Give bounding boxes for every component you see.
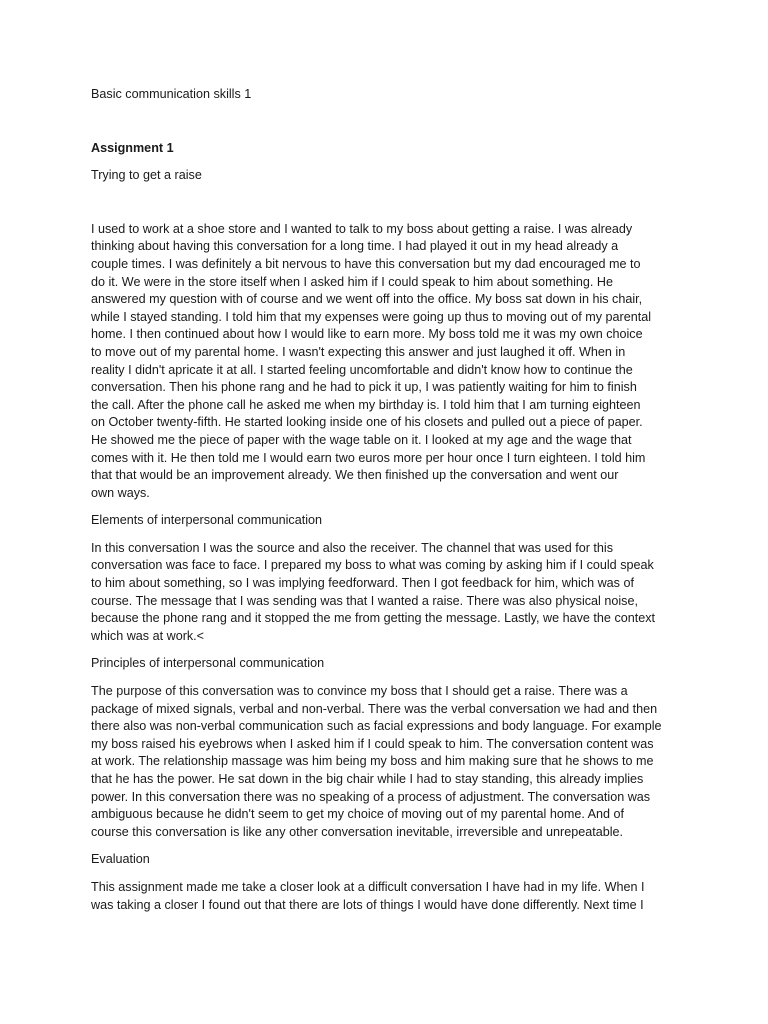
paragraph-line: was taking a closer I found out that there are lots of things I would have done differently. Next time I bbox=[91, 897, 644, 912]
evaluation-paragraph bbox=[91, 879, 681, 914]
paragraph-line: reality I didn't apricate it at all. I started feeling uncomfortable and didn't know how to continue the bbox=[91, 362, 633, 377]
paragraph-line: He showed me the piece of paper with the wage table on it. I looked at my age and the wage that bbox=[91, 432, 632, 447]
paragraph-line: course this conversation is like any other conversation inevitable, irreversible and unrepeatable. bbox=[91, 824, 624, 839]
heading-evaluation: Evaluation bbox=[91, 852, 150, 867]
paragraph-line: that that would be an improvement already. We then finished up the conversation and went our bbox=[91, 468, 619, 483]
paragraph-line: at work. The relationship massage was him being my boss and him making sure that he shows to me bbox=[91, 754, 654, 769]
paragraph-line: while I stayed standing. I told him that my expenses were going up thus to moving out of my parental bbox=[91, 309, 652, 324]
paragraph-line: which was at work.< bbox=[91, 628, 205, 643]
paragraph-line: ambiguous because he didn't seem to get my choice of moving out of my parental home. And of bbox=[91, 807, 625, 822]
paragraph-line: because the phone rang and it stopped the me from getting the message. Lastly, we have the context bbox=[91, 611, 656, 626]
paragraph-line: couple times. I was definitely a bit nervous to have this conversation but my dad encouraged me to bbox=[91, 256, 641, 271]
paragraph-line: conversation was face to face. I prepared my boss to what was coming by asking him if I could speak bbox=[91, 558, 654, 573]
paragraph-line: my boss raised his eyebrows when I asked him if I could speak to him. The conversation content was bbox=[91, 736, 654, 751]
paragraph-line: The purpose of this conversation was to convince my boss that I should get a raise. There was a bbox=[91, 684, 628, 699]
heading-principles: Principles of interpersonal communication bbox=[91, 656, 325, 671]
course-title: Basic communication skills 1 bbox=[91, 87, 252, 101]
paragraph-line: comes with it. He then told me I would earn two euros more per hour once I turn eighteen. I told him bbox=[91, 450, 646, 465]
paragraph-line: to move out of my parental home. I wasn't expecting this answer and just laughed it off. When in bbox=[91, 344, 626, 359]
document-page bbox=[91, 86, 681, 924]
paragraph-line: to him about something, so I was implying feedforward. Then I got feedback for him, which was of bbox=[91, 576, 634, 591]
paragraph-line: that he has the power. He sat down in the big chair while I had to stay standing, this already implies bbox=[91, 772, 644, 786]
paragraph-line: I used to work at a shoe store and I wanted to talk to my boss about getting a raise. I was already bbox=[91, 221, 633, 236]
paragraph-line: thinking about having this conversation for a long time. I had played it out in my head already a bbox=[91, 239, 619, 254]
paragraph-line: there also was non-verbal communication such as facial expressions and body language. For example bbox=[91, 719, 662, 734]
assignment-title: Assignment 1 bbox=[91, 140, 174, 155]
paragraph-line: This assignment made me take a closer look at a difficult conversation I have had in my life. When I bbox=[91, 879, 645, 894]
assignment-subtitle: Trying to get a raise bbox=[91, 168, 202, 183]
paragraph-line: conversation. Then his phone rang and he had to pick it up, I was patiently waiting for him to finish bbox=[91, 380, 637, 395]
paragraph-line: own ways. bbox=[91, 485, 150, 500]
elements-paragraph bbox=[91, 540, 681, 646]
heading-elements: Elements of interpersonal communication bbox=[91, 513, 322, 528]
paragraph-line: home. I then continued about how I would like to earn more. My boss told me it was my own choice bbox=[91, 327, 643, 342]
paragraph-line: power. In this conversation there was no speaking of a process of adjustment. The conversation was bbox=[91, 789, 651, 804]
paragraph-line: In this conversation I was the source and also the receiver. The channel that was used for this bbox=[91, 540, 614, 555]
paragraph-line: package of mixed signals, verbal and non-verbal. There was the verbal conversation we had and then bbox=[91, 701, 658, 716]
principles-paragraph bbox=[91, 683, 681, 841]
paragraph-line: answered my question with of course and we went off into the office. My boss sat down in his chair, bbox=[91, 292, 643, 307]
intro-paragraph bbox=[91, 221, 681, 503]
paragraph-line: do it. We were in the store itself when I asked him if I could speak to him about something. He bbox=[91, 274, 613, 289]
paragraph-line: the call. After the phone call he asked me when my birthday is. I told him that I am turning eighteen bbox=[91, 397, 641, 412]
paragraph-line: course. The message that I was sending was that I wanted a raise. There was also physical noise, bbox=[91, 593, 638, 608]
paragraph-line: on October twenty-fifth. He started looking inside one of his closets and pulled out a piece of paper. bbox=[91, 415, 643, 430]
